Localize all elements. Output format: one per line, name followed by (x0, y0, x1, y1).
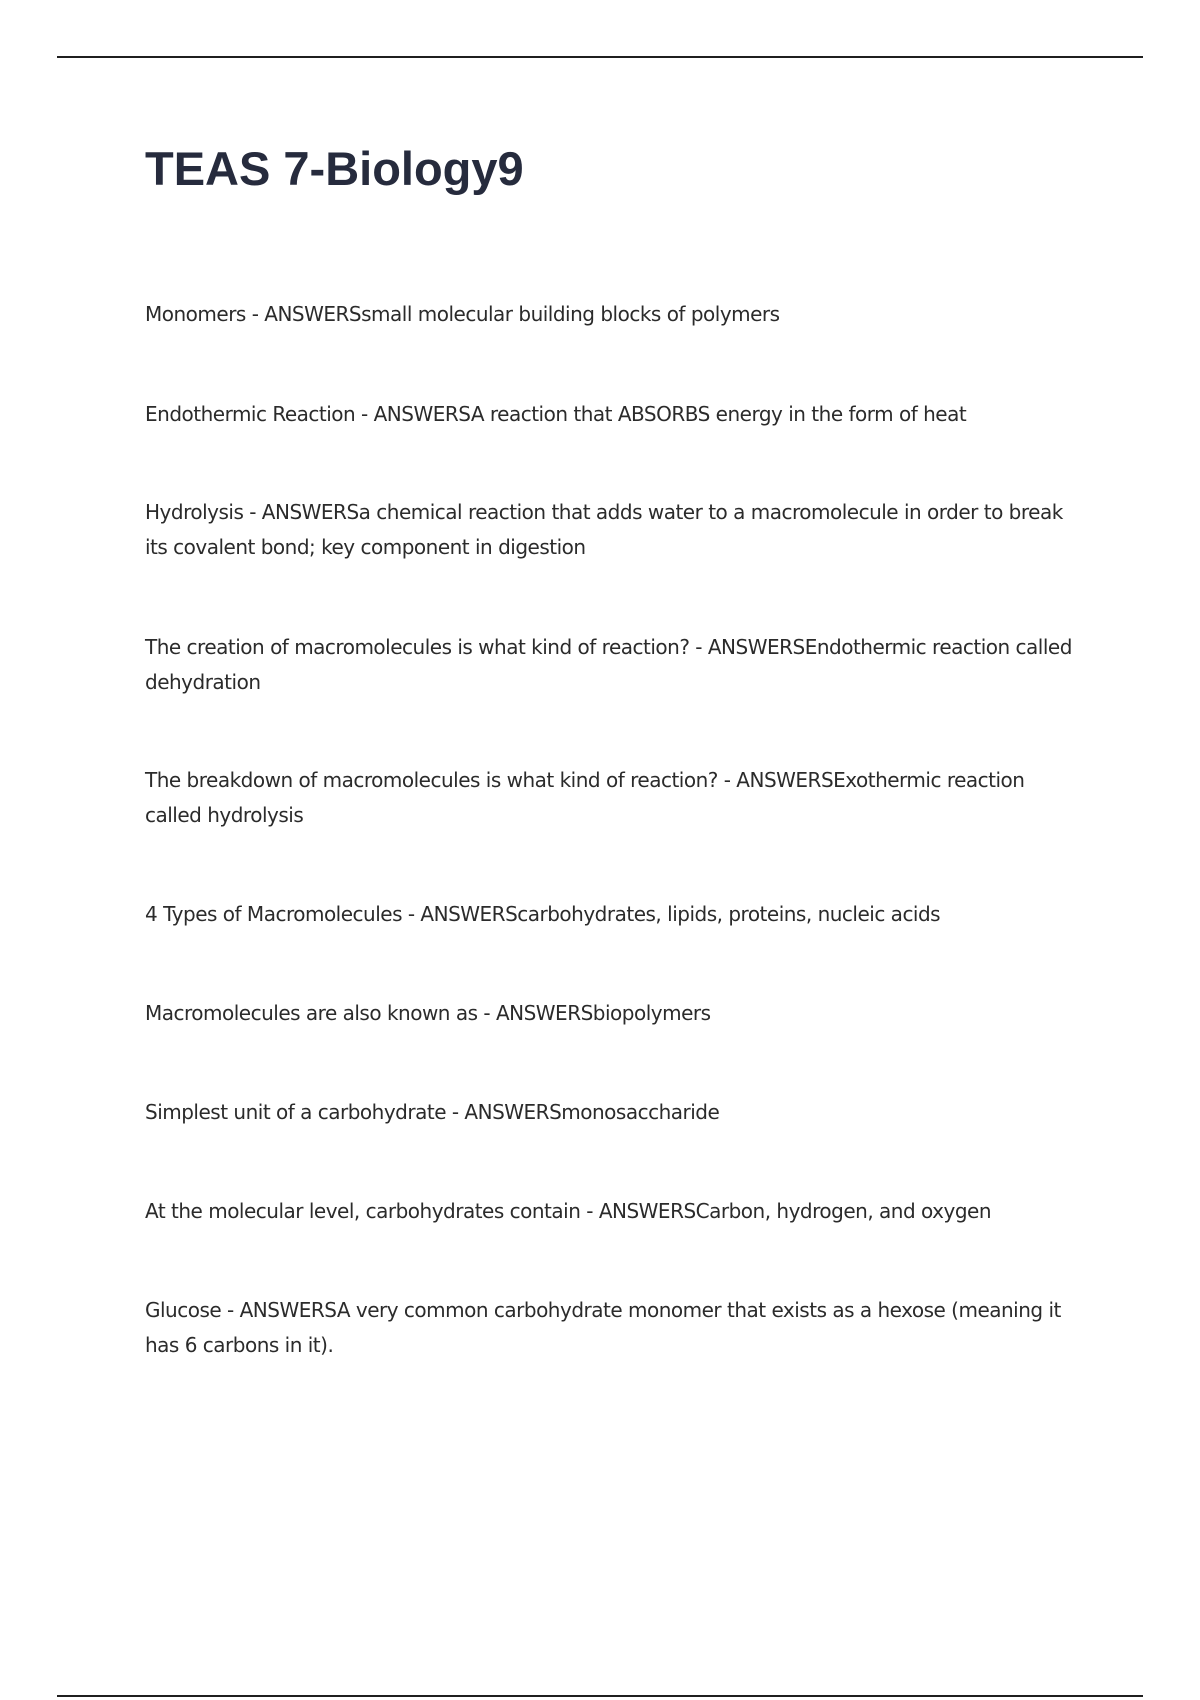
qa-entry: Monomers - ANSWERSsmall molecular building blocks of polymers (145, 302, 780, 326)
qa-entry: The breakdown of macromolecules is what kind of reaction? - ANSWERSExothermic reaction called hydrolysis (145, 768, 1025, 827)
page-title: TEAS 7-Biology9 (145, 142, 524, 195)
qa-entry: Glucose - ANSWERSA very common carbohydrate monomer that exists as a hexose (meaning it has 6 carbons in it). (145, 1298, 1061, 1357)
qa-entry: Simplest unit of a carbohydrate - ANSWERSmonosaccharide (145, 1100, 720, 1124)
qa-entry: Endothermic Reaction - ANSWERSA reaction that ABSORBS energy in the form of heat (145, 402, 967, 426)
qa-entry: The creation of macromolecules is what kind of reaction? - ANSWERSEndothermic reaction called dehydration (145, 635, 1072, 694)
qa-entry: Hydrolysis - ANSWERSa chemical reaction that adds water to a macromolecule in order to break its covalent bond; key component in digestion (145, 500, 1063, 559)
qa-entry: 4 Types of Macromolecules - ANSWERScarbohydrates, lipids, proteins, nucleic acids (145, 902, 941, 926)
qa-entry: Macromolecules are also known as - ANSWERSbiopolymers (145, 1001, 711, 1025)
top-rule (57, 56, 1143, 58)
qa-entry: At the molecular level, carbohydrates contain - ANSWERSCarbon, hydrogen, and oxygen (145, 1199, 991, 1223)
qa-list (145, 297, 1085, 1363)
bottom-rule (57, 1695, 1143, 1697)
